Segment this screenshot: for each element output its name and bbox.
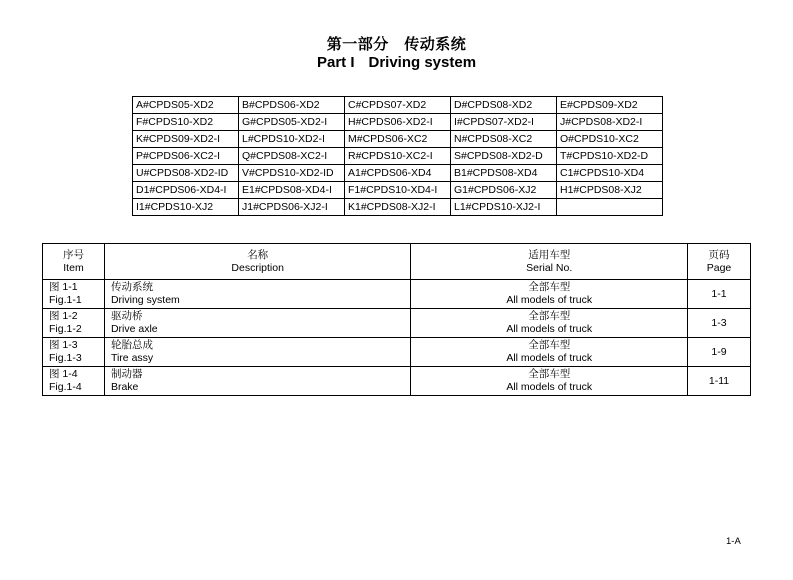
- model-cell: B#CPDS06-XD2: [239, 97, 345, 114]
- model-row: [133, 182, 663, 199]
- model-cell: H#CPDS06-XD2-I: [345, 114, 451, 131]
- page-number: 1-A: [726, 536, 741, 547]
- model-row: [133, 97, 663, 114]
- section-name: Driving system: [368, 54, 477, 71]
- description-cell: 制动器 Brake: [104, 367, 410, 396]
- model-cell: H1#CPDS08-XJ2: [557, 182, 663, 199]
- item-cell: 图 1-1 Fig.1-1: [43, 280, 105, 309]
- model-cell: N#CPDS08-XC2: [451, 131, 557, 148]
- model-row: [133, 165, 663, 182]
- model-cell: Q#CPDS08-XC2-I: [239, 148, 345, 165]
- page-cell: 1-1: [688, 280, 751, 309]
- index-row: [43, 367, 751, 396]
- model-cell: U#CPDS08-XD2-ID: [133, 165, 239, 182]
- model-cell: P#CPDS06-XC2-I: [133, 148, 239, 165]
- serial-cell: 全部车型 All models of truck: [411, 309, 688, 338]
- serial-cell: 全部车型 All models of truck: [411, 338, 688, 367]
- model-cell: S#CPDS08-XD2-D: [451, 148, 557, 165]
- part-label: Part I: [316, 54, 355, 71]
- serial-cell: 全部车型 All models of truck: [411, 280, 688, 309]
- model-cell: L1#CPDS10-XJ2-I: [451, 199, 557, 216]
- model-row: [133, 114, 663, 131]
- page-cell: 1-3: [688, 309, 751, 338]
- model-cell: J1#CPDS06-XJ2-I: [239, 199, 345, 216]
- section-title-en: [0, 54, 793, 71]
- item-cell: 图 1-4 Fig.1-4: [43, 367, 105, 396]
- item-cell: 图 1-3 Fig.1-3: [43, 338, 105, 367]
- model-cell: A#CPDS05-XD2: [133, 97, 239, 114]
- model-cell: C1#CPDS10-XD4: [557, 165, 663, 182]
- applicable-models-table: [132, 96, 663, 216]
- model-row: [133, 148, 663, 165]
- model-cell: F1#CPDS10-XD4-I: [345, 182, 451, 199]
- model-cell: E1#CPDS08-XD4-I: [239, 182, 345, 199]
- model-cell: I1#CPDS10-XJ2: [133, 199, 239, 216]
- model-cell: E#CPDS09-XD2: [557, 97, 663, 114]
- description-cell: 轮胎总成 Tire assy: [104, 338, 410, 367]
- model-cell: F#CPDS10-XD2: [133, 114, 239, 131]
- model-cell: M#CPDS06-XC2: [345, 131, 451, 148]
- serial-cell: 全部车型 All models of truck: [411, 367, 688, 396]
- model-cell: I#CPDS07-XD2-I: [451, 114, 557, 131]
- page-cell: 1-9: [688, 338, 751, 367]
- model-row: [133, 131, 663, 148]
- index-row: [43, 280, 751, 309]
- page-cell: 1-11: [688, 367, 751, 396]
- model-cell: K#CPDS09-XD2-I: [133, 131, 239, 148]
- model-cell: G#CPDS05-XD2-I: [239, 114, 345, 131]
- model-cell: D1#CPDS06-XD4-I: [133, 182, 239, 199]
- index-row: [43, 338, 751, 367]
- model-cell: O#CPDS10-XC2: [557, 131, 663, 148]
- header-item: 序号 Item: [43, 244, 105, 280]
- model-cell: V#CPDS10-XD2-ID: [239, 165, 345, 182]
- model-cell: B1#CPDS08-XD4: [451, 165, 557, 182]
- model-cell: T#CPDS10-XD2-D: [557, 148, 663, 165]
- header-serial-no: 适用车型 Serial No.: [411, 244, 688, 280]
- model-cell: A1#CPDS06-XD4: [345, 165, 451, 182]
- section-title-cn: 第一部分 传动系统: [326, 35, 467, 53]
- header-description: 名称 Description: [104, 244, 410, 280]
- item-cell: 图 1-2 Fig.1-2: [43, 309, 105, 338]
- model-row: [133, 199, 663, 216]
- index-row: [43, 309, 751, 338]
- description-cell: 传动系统 Driving system: [104, 280, 410, 309]
- model-cell: K1#CPDS08-XJ2-I: [345, 199, 451, 216]
- model-cell: [557, 199, 663, 216]
- model-cell: G1#CPDS06-XJ2: [451, 182, 557, 199]
- description-cell: 驱动桥 Drive axle: [104, 309, 410, 338]
- model-cell: C#CPDS07-XD2: [345, 97, 451, 114]
- model-cell: L#CPDS10-XD2-I: [239, 131, 345, 148]
- model-cell: R#CPDS10-XC2-I: [345, 148, 451, 165]
- contents-index-table: [42, 243, 751, 396]
- index-header-row: [43, 244, 751, 280]
- model-cell: J#CPDS08-XD2-I: [557, 114, 663, 131]
- model-cell: D#CPDS08-XD2: [451, 97, 557, 114]
- header-page: 页码 Page: [688, 244, 751, 280]
